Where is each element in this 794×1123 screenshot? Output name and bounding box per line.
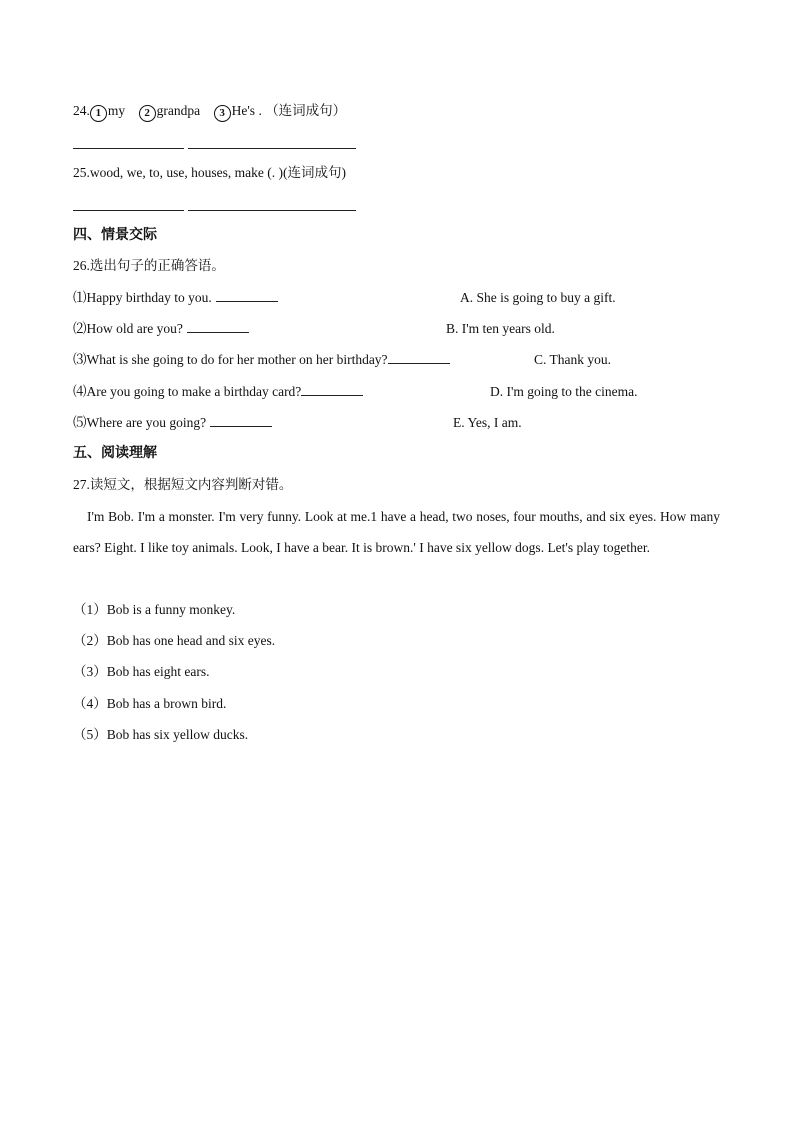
judgement-item: （4）Bob has a brown bird. <box>73 696 227 711</box>
dialogue-question <box>73 414 272 432</box>
question-26-prompt: 26.选出句子的正确答语。 <box>73 258 225 273</box>
answer-blank[interactable] <box>216 289 278 302</box>
word-2: grandpa <box>156 103 201 118</box>
section-heading: 四、情景交际 <box>73 227 157 243</box>
question-text: ⑷Are you going to make a birthday card? <box>73 384 302 399</box>
answer-option: C. Thank you. <box>534 352 611 367</box>
answer-option: A. She is going to buy a gift. <box>460 290 616 305</box>
answer-option: B. I'm ten years old. <box>446 321 555 336</box>
judgement-item: （1）Bob is a funny monkey. <box>73 602 236 617</box>
answer-blank[interactable] <box>187 320 249 333</box>
answer-option: E. Yes, I am. <box>453 415 522 430</box>
answer-line[interactable] <box>188 210 356 211</box>
question-25: 25.wood, we, to, use, houses, make (. )(连词成句) <box>73 165 346 180</box>
circled-number-2: 2 <box>139 105 156 122</box>
answer-blank[interactable] <box>388 351 450 364</box>
dialogue-question <box>73 383 363 401</box>
dialogue-question <box>73 320 249 338</box>
dialogue-question <box>73 351 450 369</box>
question-text: ⑵How old are you? <box>73 321 183 336</box>
reading-passage: I'm Bob. I'm a monster. I'm very funny. Look at me.1 have a head, two noses, four mouths, and six eyes. How many ears? Eight. I like toy animals. Look, I have a bear. It is brown.' I have six yellow dogs. Let's play together. <box>73 509 720 555</box>
judgement-item: （2）Bob has one head and six eyes. <box>73 633 276 648</box>
question-24 <box>73 102 346 122</box>
answer-blank[interactable] <box>301 383 363 396</box>
answer-blank[interactable] <box>210 414 272 427</box>
answer-line[interactable] <box>73 148 184 149</box>
answer-option: D. I'm going to the cinema. <box>490 384 638 399</box>
question-number: 24. <box>73 103 90 118</box>
word-3: He's <box>231 103 256 118</box>
question-27-prompt: 27.读短文，根据短文内容判断对错。 <box>73 477 293 492</box>
judgement-item: （5）Bob has six yellow ducks. <box>73 727 249 742</box>
question-text: ⑶What is she going to do for her mother on her birthday? <box>73 352 388 367</box>
circled-number-1: 1 <box>90 105 107 122</box>
question-text: ⑸Where are you going? <box>73 415 207 430</box>
section-heading: 五、阅读理解 <box>73 445 157 461</box>
answer-line[interactable] <box>188 148 356 149</box>
circled-number-3: 3 <box>214 105 231 122</box>
judgement-item: （3）Bob has eight ears. <box>73 664 210 679</box>
dialogue-question <box>73 289 278 307</box>
word-1: my <box>107 103 126 118</box>
answer-line[interactable] <box>73 210 184 211</box>
question-text: ⑴Happy birthday to you. <box>73 290 212 305</box>
question-instruction: . （连词成句） <box>255 103 347 118</box>
